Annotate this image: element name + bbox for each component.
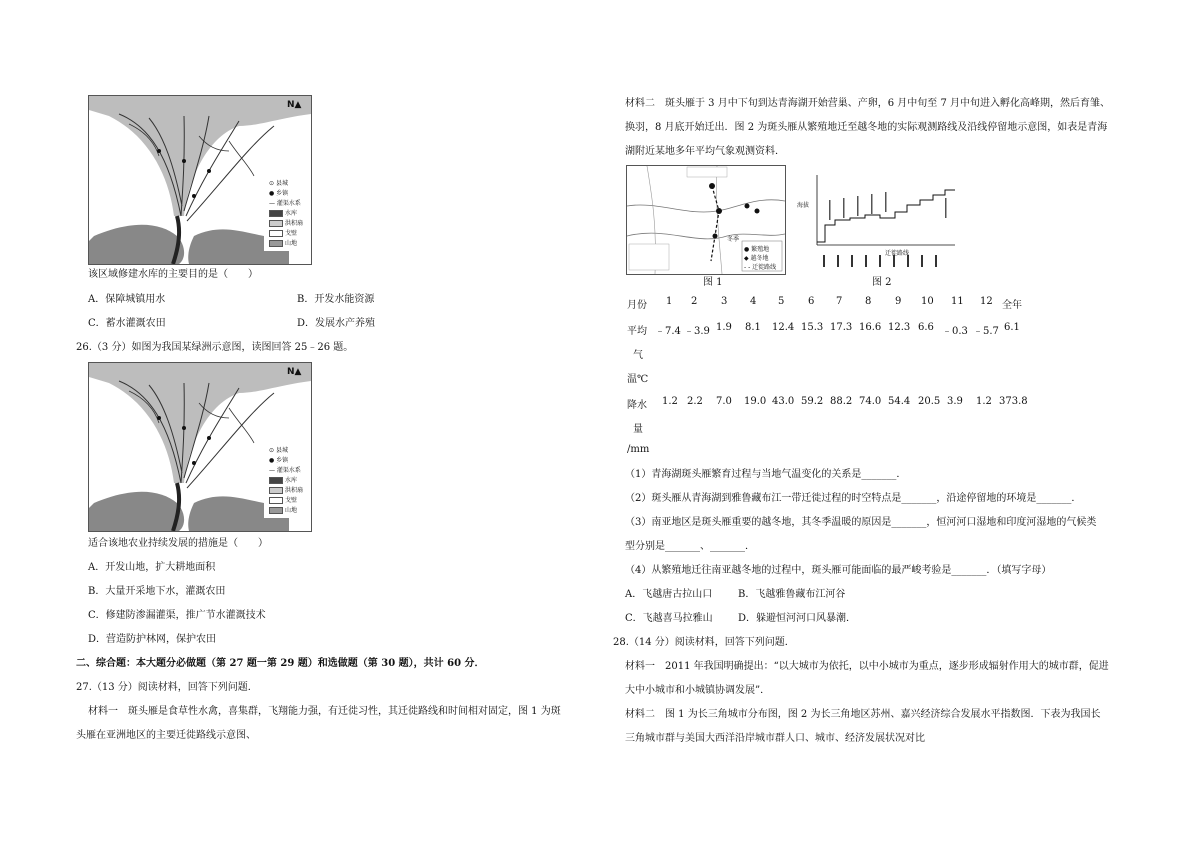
precip-annual: 373.8 [999, 396, 1028, 407]
q27-material2-line1: 材料二 斑头雁于 3 月中下旬到达青海湖开始营巢、产卵，6 月中旬至 7 月中旬进入孵化高峰期，然后育雏、 [625, 98, 1110, 109]
temp-may: 12.4 [772, 322, 795, 333]
precip-label-3: /mm [627, 444, 650, 455]
q28-material2-line2: 三角城市群与美国大西洋沿岸城市群人口、城市、经济发展状况对比 [625, 733, 925, 744]
legend-reservoir-label: 水库 [285, 210, 298, 217]
legend-gobi-label: 戈壁 [285, 230, 298, 237]
temp-mar: 1.9 [716, 322, 732, 333]
section-two-heading: 二、综合题：本大题分必做题（第 27 题一第 29 题）和选做题（第 30 题），共计 60 分． [76, 658, 485, 669]
q27-material2-line2: 换羽，8 月底开始迁出．图 2 为斑头雁从繁殖地迁至越冬地的实际观测路线及沿线停留地示意图，如表是青海 [625, 122, 1108, 133]
legend-county-label-2: 县城 [275, 447, 288, 454]
north-arrow: N▲ [287, 100, 302, 110]
temp-label-2: 气 [633, 350, 643, 361]
month-12: 12 [980, 296, 993, 307]
legend-mountain [269, 238, 297, 247]
q25-option-a[interactable]: A．保障城镇用水 [88, 294, 166, 305]
legend-canal: — 灌渠水系 [269, 200, 301, 207]
legend-alluvial-fan-label: 洪积扇 [285, 220, 304, 227]
precip-label-1: 降水 [627, 400, 647, 411]
table-header-month-label: 月份 [627, 300, 647, 311]
temp-aug: 16.6 [859, 322, 882, 333]
month-1: 1 [666, 296, 673, 307]
legend-alluvial-fan [269, 218, 303, 227]
temp-jan: ﹣7.4 [655, 326, 681, 337]
north-arrow-label: N [287, 100, 295, 110]
month-10: 10 [921, 296, 934, 307]
q26-heading: 26.（3 分）如图为我国某绿洲示意图，读图回答 25﹣26 题。 [76, 342, 354, 353]
q27-material1-line2: 头雁在亚洲地区的主要迁徙路线示意图、 [76, 730, 256, 741]
q27-heading: 27.（13 分）阅读材料，回答下列问题． [76, 682, 258, 693]
map-legend-breeding: ● 繁殖地 [744, 246, 770, 253]
legend-county: ⊙ 县城 [269, 180, 288, 187]
legend-town: ● 乡镇 [269, 190, 289, 197]
month-annual: 全年 [1002, 300, 1022, 311]
fig1-caption: 图 1 [703, 277, 723, 288]
map-label-winter: 冬季 [727, 236, 740, 243]
legend-canal-label-2: 灌渠水系 [276, 467, 301, 474]
temp-dec: ﹣5.7 [973, 326, 999, 337]
q26-option-b[interactable]: B．大量开采地下水，灌溉农田 [88, 586, 226, 597]
oasis-map-figure-2 [88, 362, 312, 532]
legend-alluvial-fan-2 [269, 485, 303, 494]
month-7: 7 [836, 296, 843, 307]
precip-mar: 7.0 [716, 396, 732, 407]
temp-nov: ﹣0.3 [942, 326, 968, 337]
precip-nov: 3.9 [947, 396, 963, 407]
oasis-map-figure-1 [88, 95, 312, 265]
month-8: 8 [865, 296, 872, 307]
map-legend-route-label: 迁徙路线 [752, 264, 777, 271]
q28-heading: 28.（14 分）阅读材料，回答下列问题． [613, 637, 795, 648]
q26-option-c[interactable]: C．修建防渗漏灌渠，推广节水灌溉技术 [88, 610, 266, 621]
legend-town-label-2: 乡镇 [276, 457, 289, 464]
q25-option-c[interactable]: C．蓄水灌溉农田 [88, 318, 166, 329]
q25-option-d[interactable]: D．发展水产养殖 [297, 318, 376, 329]
q28-material2-line1: 材料二 图 1 为长三角城市分布图，图 2 为长三角地区苏州、嘉兴经济综合发展水平指数图．下表为我国长 [625, 709, 1101, 720]
legend-mountain-label-2: 山地 [285, 507, 298, 514]
q27-material1-line1: 材料一 斑头雁是食草性水禽，喜集群，飞翔能力强，有迁徙习性，其迁徙路线和时间相对固定，图 1 为斑 [88, 706, 561, 717]
q27-material2-line3: 湖附近某地多年平均气象观测资料． [625, 146, 785, 157]
legend-county-label: 县城 [275, 180, 288, 187]
precip-jan: 1.2 [662, 396, 678, 407]
q27-sub4-option-c[interactable]: C．飞越喜马拉雅山 [625, 613, 713, 624]
q26-option-a[interactable]: A．开发山地，扩大耕地面积 [88, 562, 216, 573]
q25-stem: 该区域修建水库的主要目的是（ ） [88, 269, 258, 280]
month-3: 3 [721, 296, 728, 307]
fig2-caption: 图 2 [872, 277, 892, 288]
temp-label-3: 温℃ [627, 374, 649, 385]
map-legend-wintering: ◆ 越冬地 [744, 255, 769, 262]
map-legend-wintering-label: 越冬地 [750, 255, 769, 262]
temp-annual: 6.1 [1004, 322, 1020, 333]
precip-jun: 59.2 [801, 396, 824, 407]
q27-sub4: （4）从繁殖地迁往南亚越冬地的过程中，斑头雁可能面临的最严峻考验是_______．（填写字母） [625, 565, 1052, 576]
q27-sub4-option-a[interactable]: A．飞越唐古拉山口 [625, 589, 713, 600]
precip-apr: 19.0 [744, 396, 767, 407]
legend-gobi [269, 228, 297, 237]
legend-reservoir-label-2: 水库 [285, 477, 298, 484]
q27-sub3-line2: 型分别是_______、_______． [625, 541, 755, 552]
month-5: 5 [778, 296, 785, 307]
north-arrow-label-2: N [287, 367, 295, 377]
legend-canal-2: — 灌渠水系 [269, 467, 301, 474]
q27-sub4-option-b[interactable]: B．飞越雅鲁藏布江河谷 [738, 589, 846, 600]
temp-label-1: 平均 [627, 326, 647, 337]
legend-reservoir [269, 208, 297, 217]
elevation-profile-chart [795, 170, 959, 270]
month-4: 4 [750, 296, 757, 307]
q28-material1-line1: 材料一 2011 年我国明确提出：“以大城市为依托，以中小城市为重点，逐步形成辐射作用大的城市群，促进 [625, 661, 1109, 672]
q28-material1-line2: 大中小城市和小城镇协调发展”． [625, 685, 771, 696]
temp-sep: 12.3 [888, 322, 911, 333]
month-9: 9 [895, 296, 902, 307]
chart-ylabel: 海拔 [797, 202, 810, 209]
migration-route-map [626, 165, 786, 275]
map-legend-route: - - 迁徙路线 [744, 264, 777, 271]
precip-feb: 2.2 [687, 396, 703, 407]
precip-sep: 54.4 [888, 396, 911, 407]
legend-mountain-2 [269, 505, 297, 514]
precip-dec: 1.2 [976, 396, 992, 407]
legend-town-2: ● 乡镇 [269, 457, 289, 464]
q26-option-d[interactable]: D．营造防护林网，保护农田 [88, 634, 217, 645]
q27-sub4-option-d[interactable]: D．躲避恒河河口风暴潮． [738, 613, 857, 624]
temp-jun: 15.3 [801, 322, 824, 333]
legend-gobi-label-2: 戈壁 [285, 497, 298, 504]
temp-oct: 6.6 [918, 322, 934, 333]
month-11: 11 [951, 296, 964, 307]
precip-aug: 74.0 [859, 396, 882, 407]
legend-gobi-2 [269, 495, 297, 504]
temp-apr: 8.1 [745, 322, 761, 333]
month-2: 2 [691, 296, 698, 307]
q27-sub1: （1）青海湖斑头雁繁育过程与当地气温变化的关系是_______． [625, 469, 907, 480]
chart-xlabel: 迁徙路线 [885, 250, 910, 257]
legend-county-2: ⊙ 县城 [269, 447, 288, 454]
legend-canal-label: 灌渠水系 [276, 200, 301, 207]
map-legend-breeding-label: 繁殖地 [751, 246, 770, 253]
temp-feb: ﹣3.9 [684, 326, 710, 337]
q27-sub3-line1: （3）南亚地区是斑头雁重要的越冬地，其冬季温暖的原因是_______，恒河河口湿地和印度河湿地的气候类 [625, 517, 1097, 528]
elevation-profile-drawing [795, 170, 959, 270]
legend-town-label: 乡镇 [276, 190, 289, 197]
north-arrow-2: N▲ [287, 367, 302, 377]
precip-may: 43.0 [772, 396, 795, 407]
precip-label-2: 量 [633, 424, 643, 435]
q27-sub2: （2）斑头雁从青海湖到雅鲁藏布江一带迁徙过程的时空特点是_______，沿途停留地的环境是_______． [625, 493, 1082, 504]
legend-mountain-label: 山地 [285, 240, 298, 247]
precip-jul: 88.2 [830, 396, 853, 407]
legend-alluvial-fan-label-2: 洪积扇 [285, 487, 304, 494]
q25-option-b[interactable]: B．开发水能资源 [297, 294, 375, 305]
precip-oct: 20.5 [918, 396, 941, 407]
legend-reservoir-2 [269, 475, 297, 484]
temp-jul: 17.3 [830, 322, 853, 333]
month-6: 6 [808, 296, 815, 307]
q26-stem: 适合该地农业持续发展的措施是（ ） [88, 538, 268, 549]
